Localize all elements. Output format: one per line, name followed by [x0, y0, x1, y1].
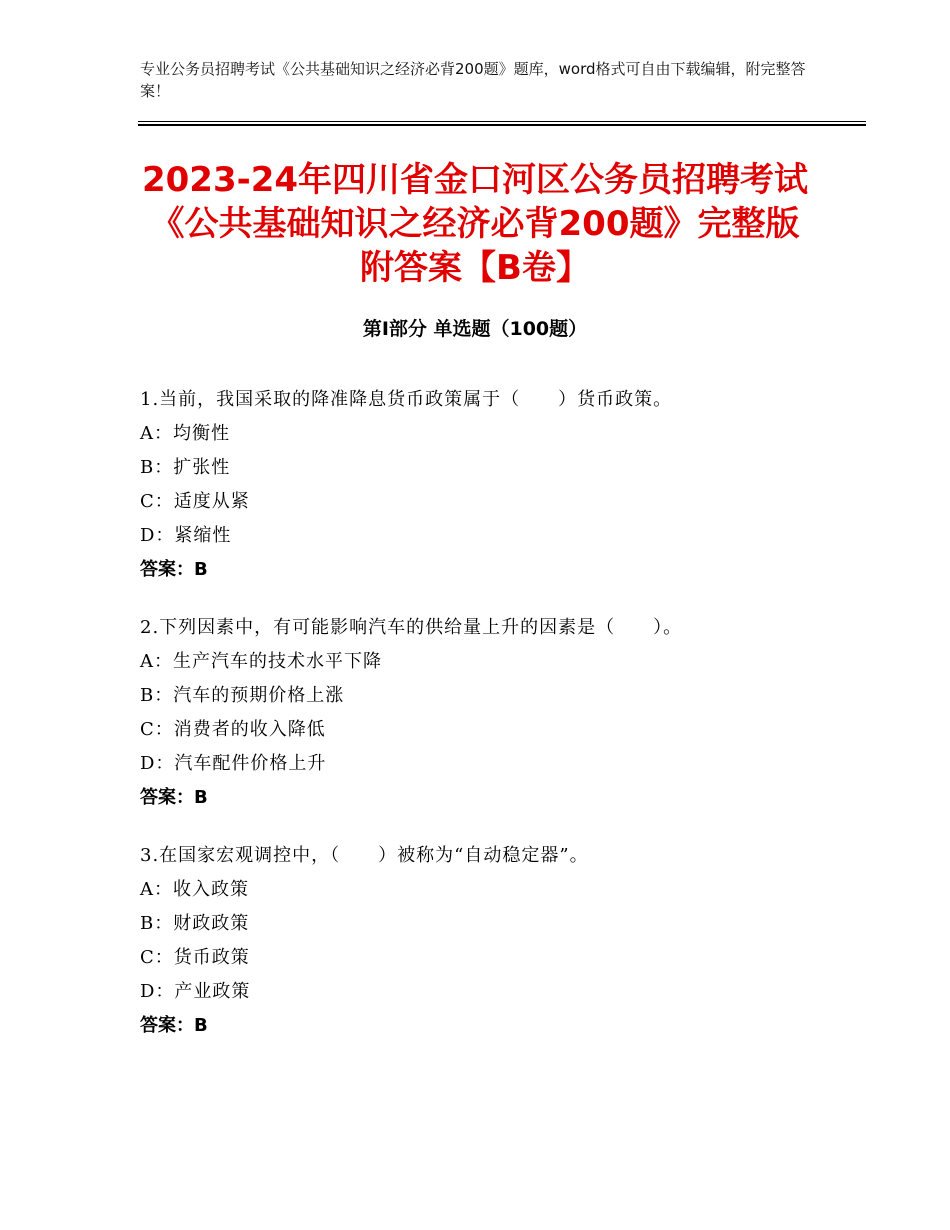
option-c: C：消费者的收入降低: [140, 719, 326, 740]
option-b: B：扩张性: [140, 457, 231, 478]
question-stem: 3.在国家宏观调控中，（ ）被称为“自动稳定器”。: [140, 845, 589, 866]
header-rule-thin: [138, 121, 866, 122]
option-a: A：均衡性: [140, 423, 230, 444]
document-title: [120, 158, 830, 290]
header-rule-thick: [138, 124, 866, 126]
option-d: D：产业政策: [140, 981, 251, 1002]
option-b: B：汽车的预期价格上涨: [140, 685, 345, 706]
answer: 答案：B: [140, 787, 208, 808]
option-a: A：收入政策: [140, 879, 249, 900]
option-a: A：生产汽车的技术水平下降: [140, 651, 382, 672]
title-line-2: 《公共基础知识之经济必背200题》完整版: [150, 204, 800, 244]
header-note: 专业公务员招聘考试《公共基础知识之经济必背200题》题库，word格式可自由下载编辑，附完整答案！: [140, 60, 806, 100]
answer: 答案：B: [140, 559, 208, 580]
option-c: C：适度从紧: [140, 491, 250, 512]
section-title: 第Ⅰ部分 单选题（100题）: [362, 318, 588, 340]
question-list: [140, 383, 840, 1067]
option-b: B：财政政策: [140, 913, 250, 934]
answer: 答案：B: [140, 1015, 208, 1036]
option-d: D：紧缩性: [140, 525, 232, 546]
question-1: [140, 383, 840, 587]
question-stem: 2.下列因素中，有可能影响汽车的供给量上升的因素是（ ）。: [140, 617, 683, 638]
title-line-1: 2023-24年四川省金口河区公务员招聘考试: [141, 160, 809, 200]
option-c: C：货币政策: [140, 947, 250, 968]
title-line-3: 附答案【B卷】: [360, 248, 590, 288]
question-2: [140, 611, 840, 815]
question-stem: 1.当前，我国采取的降准降息货币政策属于（ ）货币政策。: [140, 389, 673, 410]
option-d: D：汽车配件价格上升: [140, 753, 327, 774]
question-3: [140, 839, 840, 1043]
